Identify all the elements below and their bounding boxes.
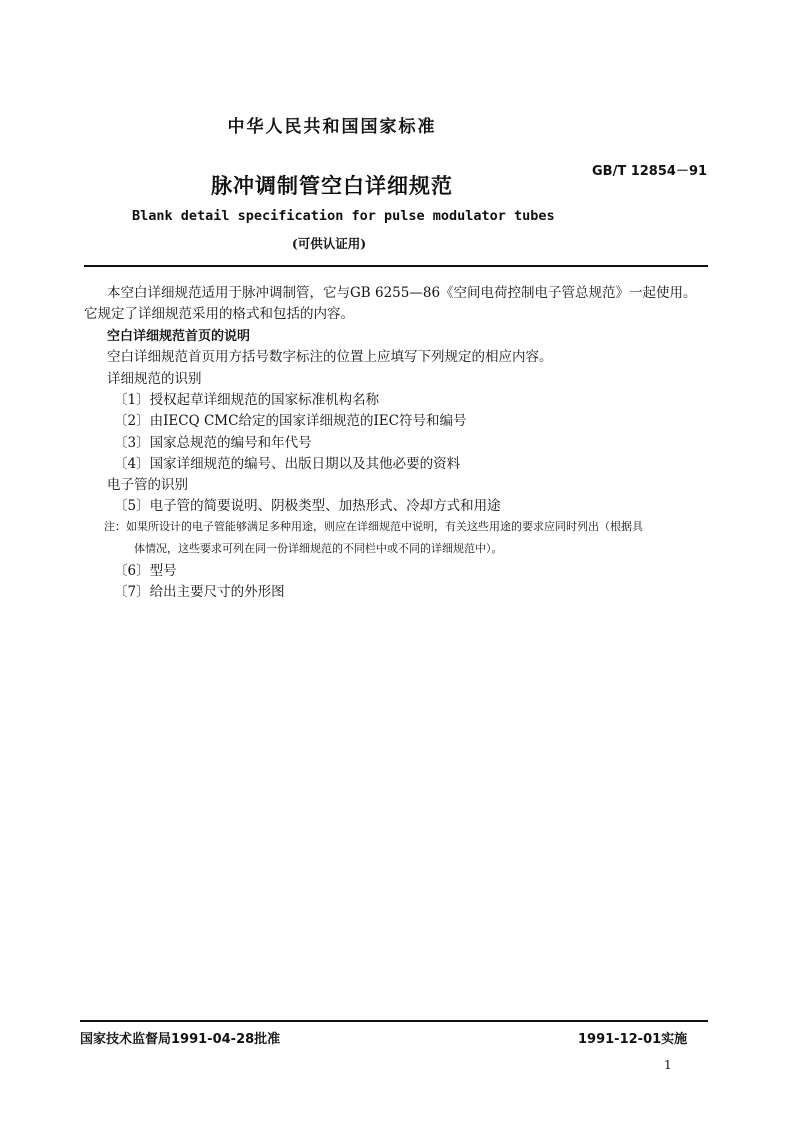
page-number: 1 [664,1058,672,1072]
implementation-date: 1991-12-01实施 [578,1032,688,1047]
section-description: 空白详细规范首页用方括号数字标注的位置上应填写下列规定的相应内容。 [107,349,553,365]
list-item: 〔7〕给出主要尺寸的外形图 [114,584,285,600]
list-item: 〔1〕授权起草详细规范的国家标准机构名称 [114,392,380,408]
header-divider [84,265,708,267]
section-heading: 空白详细规范首页的说明 [107,329,251,344]
footer-divider [80,1020,708,1022]
list-item: 〔6〕型号 [114,563,177,579]
list-item: 〔3〕国家总规范的编号和年代号 [114,435,312,451]
list-item: 〔4〕国家详细规范的编号、出版日期以及其他必要的资料 [114,456,461,472]
intro-line-2: 它规定了详细规范采用的格式和包括的内容。 [84,306,354,322]
intro-line-1: 本空白详细规范适用于脉冲调制管，它与GB 6255—86《空间电荷控制电子管总规范》一起使用。 [107,285,697,301]
document-title-en: Blank detail specification for pulse modulator tubes [132,208,555,224]
approval-info: 国家技术监督局1991-04-28批准 [80,1032,281,1047]
certification-note: (可供认证用) [291,236,367,251]
group-heading-spec-id: 详细规范的识别 [107,371,202,387]
list-item: 〔2〕由IECQ CMC给定的国家详细规范的IEC符号和编号 [114,413,467,429]
note-line-1: 注：如果所设计的电子管能够满足多种用途，则应在详细规范中说明，有关这些用途的要求应同时列出（根据具 [104,520,643,533]
group-heading-tube-id: 电子管的识别 [107,477,188,493]
document-title-cn: 脉冲调制管空白详细规范 [211,174,453,198]
note-line-2: 体情况，这些要求可列在同一份详细规范的不同栏中或不同的详细规范中）。 [134,542,503,555]
list-item: 〔5〕电子管的简要说明、阴极类型、加热形式、冷却方式和用途 [114,498,501,514]
standard-number: GB/T 12854－91 [592,164,708,179]
national-standard-heading: 中华人民共和国国家标准 [227,117,437,137]
